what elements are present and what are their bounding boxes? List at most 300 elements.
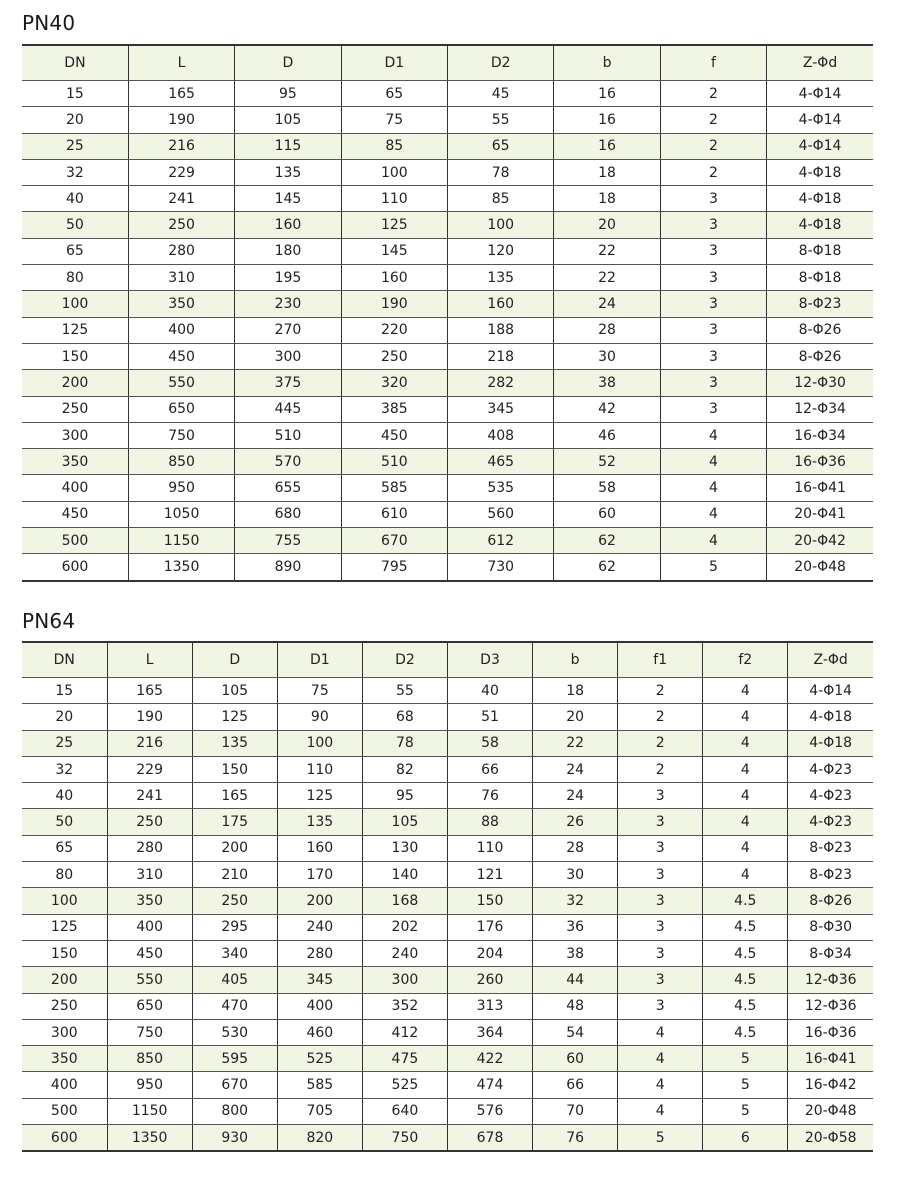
table-cell: 650 <box>128 396 234 422</box>
table-cell: 30 <box>554 343 660 369</box>
column-header: D <box>235 45 341 81</box>
table-cell: 750 <box>362 1125 447 1152</box>
table-row <box>22 554 873 581</box>
table-cell: 145 <box>235 186 341 212</box>
table-cell: 345 <box>277 967 362 993</box>
table-cell: 12-Φ30 <box>767 370 873 396</box>
table-cell: 750 <box>128 422 234 448</box>
table-cell: 5 <box>703 1072 788 1098</box>
table-cell: 135 <box>192 730 277 756</box>
table-row <box>22 501 873 527</box>
table-cell: 140 <box>362 862 447 888</box>
table-cell: 20 <box>22 704 107 730</box>
table-header-row <box>22 45 873 81</box>
table-cell: 202 <box>362 914 447 940</box>
column-header: f <box>660 45 766 81</box>
table-cell: 408 <box>448 422 554 448</box>
table-cell: 3 <box>660 291 766 317</box>
table-cell: 340 <box>192 940 277 966</box>
table-row <box>22 888 873 914</box>
table-cell: 3 <box>618 940 703 966</box>
table-cell: 890 <box>235 554 341 581</box>
table-cell: 3 <box>660 396 766 422</box>
table-cell: 4 <box>703 704 788 730</box>
table-cell: 32 <box>533 888 618 914</box>
table-cell: 105 <box>235 107 341 133</box>
table-cell: 25 <box>22 730 107 756</box>
table-cell: 3 <box>660 370 766 396</box>
table-cell: 400 <box>22 1072 107 1098</box>
table-cell: 218 <box>448 343 554 369</box>
table-cell: 65 <box>448 133 554 159</box>
table-row <box>22 159 873 185</box>
table-cell: 180 <box>235 238 341 264</box>
table-cell: 32 <box>22 159 128 185</box>
table-cell: 250 <box>22 993 107 1019</box>
table-cell: 8-Φ26 <box>767 343 873 369</box>
table-row <box>22 212 873 238</box>
table-cell: 5 <box>660 554 766 581</box>
table-cell: 678 <box>447 1125 532 1152</box>
table-cell: 36 <box>533 914 618 940</box>
table-cell: 85 <box>341 133 447 159</box>
table-cell: 8-Φ34 <box>788 940 873 966</box>
column-header: f1 <box>618 642 703 678</box>
table-cell: 250 <box>341 343 447 369</box>
table-cell: 4 <box>618 1072 703 1098</box>
table-cell: 450 <box>128 343 234 369</box>
column-header: D2 <box>362 642 447 678</box>
table-row <box>22 704 873 730</box>
table-cell: 600 <box>22 1125 107 1152</box>
table-cell: 795 <box>341 554 447 581</box>
table-cell: 3 <box>660 238 766 264</box>
table-cell: 576 <box>447 1098 532 1124</box>
table-row <box>22 940 873 966</box>
table-cell: 176 <box>447 914 532 940</box>
table-cell: 125 <box>22 914 107 940</box>
table-cell: 105 <box>192 678 277 704</box>
table-row <box>22 1046 873 1072</box>
table-header-row <box>22 642 873 678</box>
table-cell: 250 <box>107 809 192 835</box>
table-cell: 51 <box>447 704 532 730</box>
table-cell: 76 <box>447 783 532 809</box>
table-cell: 160 <box>277 835 362 861</box>
table-cell: 16-Φ36 <box>767 449 873 475</box>
table-row <box>22 993 873 1019</box>
table-cell: 150 <box>192 756 277 782</box>
table-cell: 8-Φ30 <box>788 914 873 940</box>
table-cell: 3 <box>618 835 703 861</box>
table-cell: 115 <box>235 133 341 159</box>
table-cell: 190 <box>128 107 234 133</box>
table-cell: 22 <box>554 238 660 264</box>
table-cell: 62 <box>554 528 660 554</box>
column-header: D1 <box>277 642 362 678</box>
table-cell: 150 <box>22 343 128 369</box>
table-cell: 6 <box>703 1125 788 1152</box>
table-cell: 350 <box>107 888 192 914</box>
table-cell: 4-Φ18 <box>767 186 873 212</box>
table-cell: 160 <box>341 265 447 291</box>
table-cell: 175 <box>192 809 277 835</box>
table-cell: 50 <box>22 809 107 835</box>
table-cell: 95 <box>362 783 447 809</box>
table-cell: 100 <box>277 730 362 756</box>
table-cell: 88 <box>447 809 532 835</box>
table-cell: 32 <box>22 756 107 782</box>
table-cell: 950 <box>128 475 234 501</box>
table-cell: 20 <box>22 107 128 133</box>
table-cell: 352 <box>362 993 447 1019</box>
table-cell: 135 <box>235 159 341 185</box>
column-header: DN <box>22 45 128 81</box>
table-cell: 40 <box>22 783 107 809</box>
table-cell: 3 <box>618 993 703 1019</box>
table-row <box>22 133 873 159</box>
table-cell: 200 <box>22 967 107 993</box>
table-cell: 165 <box>192 783 277 809</box>
table-cell: 3 <box>660 343 766 369</box>
table-cell: 38 <box>554 370 660 396</box>
table-cell: 16-Φ41 <box>788 1046 873 1072</box>
column-header: D2 <box>448 45 554 81</box>
table-cell: 230 <box>235 291 341 317</box>
table-cell: 16-Φ36 <box>788 1019 873 1045</box>
table-cell: 405 <box>192 967 277 993</box>
table-cell: 4-Φ18 <box>788 730 873 756</box>
table-cell: 4.5 <box>703 888 788 914</box>
table-cell: 100 <box>22 888 107 914</box>
table-cell: 8-Φ23 <box>767 291 873 317</box>
table-cell: 385 <box>341 396 447 422</box>
table-cell: 950 <box>107 1072 192 1098</box>
table-cell: 125 <box>341 212 447 238</box>
table-cell: 135 <box>448 265 554 291</box>
table-cell: 3 <box>618 914 703 940</box>
table-cell: 450 <box>107 940 192 966</box>
table-cell: 78 <box>362 730 447 756</box>
table-cell: 105 <box>362 809 447 835</box>
table-cell: 2 <box>660 159 766 185</box>
table-cell: 500 <box>22 528 128 554</box>
table-row <box>22 809 873 835</box>
table-cell: 400 <box>277 993 362 1019</box>
table-cell: 22 <box>554 265 660 291</box>
table-cell: 50 <box>22 212 128 238</box>
table-cell: 45 <box>448 81 554 107</box>
table-cell: 350 <box>22 449 128 475</box>
table-cell: 800 <box>192 1098 277 1124</box>
table-cell: 5 <box>618 1125 703 1152</box>
table-cell: 8-Φ18 <box>767 265 873 291</box>
table-cell: 78 <box>448 159 554 185</box>
table-cell: 62 <box>554 554 660 581</box>
table-cell: 670 <box>192 1072 277 1098</box>
table-cell: 125 <box>22 317 128 343</box>
table-cell: 2 <box>618 678 703 704</box>
table-cell: 525 <box>362 1072 447 1098</box>
table-cell: 80 <box>22 862 107 888</box>
table-cell: 550 <box>128 370 234 396</box>
table-cell: 15 <box>22 678 107 704</box>
table-cell: 16 <box>554 81 660 107</box>
table-cell: 66 <box>533 1072 618 1098</box>
table-cell: 170 <box>277 862 362 888</box>
table-cell: 250 <box>22 396 128 422</box>
table-cell: 54 <box>533 1019 618 1045</box>
table-cell: 4-Φ14 <box>767 133 873 159</box>
table-cell: 295 <box>192 914 277 940</box>
table-cell: 300 <box>362 967 447 993</box>
table-cell: 25 <box>22 133 128 159</box>
table-cell: 705 <box>277 1098 362 1124</box>
table-cell: 216 <box>107 730 192 756</box>
table-cell: 4 <box>618 1046 703 1072</box>
table-cell: 445 <box>235 396 341 422</box>
table-cell: 2 <box>618 704 703 730</box>
table-cell: 460 <box>277 1019 362 1045</box>
table-cell: 60 <box>533 1046 618 1072</box>
table-row <box>22 291 873 317</box>
table-cell: 229 <box>107 756 192 782</box>
table-cell: 4.5 <box>703 914 788 940</box>
table-cell: 20-Φ58 <box>788 1125 873 1152</box>
table-row <box>22 370 873 396</box>
table-cell: 80 <box>22 265 128 291</box>
table-cell: 195 <box>235 265 341 291</box>
table-cell: 82 <box>362 756 447 782</box>
table-cell: 42 <box>554 396 660 422</box>
table-cell: 4-Φ18 <box>788 704 873 730</box>
table-cell: 4-Φ18 <box>767 159 873 185</box>
table-row <box>22 107 873 133</box>
table-cell: 400 <box>107 914 192 940</box>
table-cell: 465 <box>448 449 554 475</box>
table-cell: 85 <box>448 186 554 212</box>
table-cell: 300 <box>22 1019 107 1045</box>
column-header: b <box>554 45 660 81</box>
table-cell: 8-Φ23 <box>788 862 873 888</box>
table-cell: 110 <box>447 835 532 861</box>
table-cell: 585 <box>277 1072 362 1098</box>
table-cell: 820 <box>277 1125 362 1152</box>
table-cell: 510 <box>341 449 447 475</box>
table-cell: 4.5 <box>703 940 788 966</box>
table-cell: 20 <box>533 704 618 730</box>
table-cell: 210 <box>192 862 277 888</box>
table-row <box>22 1098 873 1124</box>
table-cell: 3 <box>660 265 766 291</box>
table-cell: 160 <box>235 212 341 238</box>
table-cell: 125 <box>192 704 277 730</box>
table-cell: 121 <box>447 862 532 888</box>
table-cell: 530 <box>192 1019 277 1045</box>
table-row <box>22 967 873 993</box>
pn64-title: PN64 <box>22 609 76 633</box>
table-cell: 65 <box>22 835 107 861</box>
table-cell: 375 <box>235 370 341 396</box>
column-header: f2 <box>703 642 788 678</box>
table-cell: 20-Φ48 <box>788 1098 873 1124</box>
table-cell: 100 <box>22 291 128 317</box>
table-cell: 46 <box>554 422 660 448</box>
table-row <box>22 756 873 782</box>
table-cell: 5 <box>703 1046 788 1072</box>
table-row <box>22 914 873 940</box>
column-header: D3 <box>447 642 532 678</box>
table-cell: 1050 <box>128 501 234 527</box>
table-cell: 168 <box>362 888 447 914</box>
table-cell: 1150 <box>107 1098 192 1124</box>
table-cell: 241 <box>128 186 234 212</box>
table-cell: 612 <box>448 528 554 554</box>
table-cell: 204 <box>447 940 532 966</box>
table-cell: 3 <box>618 809 703 835</box>
table-cell: 160 <box>448 291 554 317</box>
table-row <box>22 678 873 704</box>
table-cell: 68 <box>362 704 447 730</box>
table-cell: 1350 <box>107 1125 192 1152</box>
table-row <box>22 186 873 212</box>
table-cell: 5 <box>703 1098 788 1124</box>
table-cell: 4 <box>703 678 788 704</box>
table-cell: 670 <box>341 528 447 554</box>
table-cell: 300 <box>22 422 128 448</box>
table-cell: 58 <box>447 730 532 756</box>
table-cell: 18 <box>554 186 660 212</box>
table-cell: 4 <box>660 501 766 527</box>
table-cell: 190 <box>341 291 447 317</box>
table-row <box>22 1125 873 1152</box>
table-cell: 400 <box>128 317 234 343</box>
table-cell: 100 <box>448 212 554 238</box>
table-cell: 24 <box>554 291 660 317</box>
table-cell: 200 <box>192 835 277 861</box>
table-cell: 48 <box>533 993 618 1019</box>
table-cell: 70 <box>533 1098 618 1124</box>
table-cell: 52 <box>554 449 660 475</box>
table-cell: 44 <box>533 967 618 993</box>
table-cell: 16 <box>554 133 660 159</box>
pn64-table <box>22 641 873 1152</box>
table-cell: 130 <box>362 835 447 861</box>
table-cell: 585 <box>341 475 447 501</box>
table-row <box>22 396 873 422</box>
table-row <box>22 265 873 291</box>
table-cell: 3 <box>660 186 766 212</box>
table-cell: 364 <box>447 1019 532 1045</box>
table-cell: 560 <box>448 501 554 527</box>
table-cell: 20-Φ42 <box>767 528 873 554</box>
table-cell: 280 <box>277 940 362 966</box>
table-cell: 650 <box>107 993 192 1019</box>
table-cell: 40 <box>22 186 128 212</box>
table-cell: 2 <box>660 133 766 159</box>
column-header: Z-Φd <box>788 642 873 678</box>
table-cell: 280 <box>107 835 192 861</box>
pn40-table <box>22 44 873 582</box>
table-cell: 240 <box>277 914 362 940</box>
table-cell: 165 <box>128 81 234 107</box>
table-cell: 66 <box>447 756 532 782</box>
table-cell: 8-Φ26 <box>767 317 873 343</box>
table-cell: 570 <box>235 449 341 475</box>
table-cell: 280 <box>128 238 234 264</box>
table-cell: 345 <box>448 396 554 422</box>
table-cell: 2 <box>660 81 766 107</box>
table-cell: 20-Φ48 <box>767 554 873 581</box>
table-cell: 2 <box>618 730 703 756</box>
table-cell: 600 <box>22 554 128 581</box>
table-cell: 100 <box>341 159 447 185</box>
table-cell: 4.5 <box>703 993 788 1019</box>
table-cell: 1350 <box>128 554 234 581</box>
table-cell: 4 <box>703 783 788 809</box>
table-cell: 220 <box>341 317 447 343</box>
column-header: L <box>107 642 192 678</box>
table-cell: 165 <box>107 678 192 704</box>
table-cell: 550 <box>107 967 192 993</box>
table-cell: 90 <box>277 704 362 730</box>
table-row <box>22 1072 873 1098</box>
table-cell: 58 <box>554 475 660 501</box>
table-cell: 8-Φ18 <box>767 238 873 264</box>
table-cell: 500 <box>22 1098 107 1124</box>
table-row <box>22 449 873 475</box>
table-cell: 216 <box>128 133 234 159</box>
table-cell: 640 <box>362 1098 447 1124</box>
table-cell: 150 <box>22 940 107 966</box>
table-cell: 16 <box>554 107 660 133</box>
table-cell: 470 <box>192 993 277 1019</box>
table-cell: 655 <box>235 475 341 501</box>
column-header: Z-Φd <box>767 45 873 81</box>
table-cell: 610 <box>341 501 447 527</box>
table-row <box>22 475 873 501</box>
table-cell: 24 <box>533 756 618 782</box>
table-cell: 26 <box>533 809 618 835</box>
table-cell: 16-Φ41 <box>767 475 873 501</box>
table-cell: 125 <box>277 783 362 809</box>
table-cell: 8-Φ23 <box>788 835 873 861</box>
table-cell: 450 <box>22 501 128 527</box>
table-cell: 4-Φ14 <box>788 678 873 704</box>
table-cell: 4 <box>703 756 788 782</box>
table-cell: 15 <box>22 81 128 107</box>
table-cell: 282 <box>448 370 554 396</box>
table-row <box>22 835 873 861</box>
table-cell: 320 <box>341 370 447 396</box>
table-cell: 313 <box>447 993 532 1019</box>
table-cell: 145 <box>341 238 447 264</box>
table-row <box>22 730 873 756</box>
table-cell: 1150 <box>128 528 234 554</box>
table-cell: 3 <box>618 967 703 993</box>
table-cell: 350 <box>22 1046 107 1072</box>
table-row <box>22 317 873 343</box>
table-cell: 95 <box>235 81 341 107</box>
table-cell: 4 <box>703 730 788 756</box>
table-cell: 18 <box>533 678 618 704</box>
table-cell: 38 <box>533 940 618 966</box>
table-cell: 200 <box>277 888 362 914</box>
table-cell: 4-Φ18 <box>767 212 873 238</box>
table-cell: 400 <box>22 475 128 501</box>
table-cell: 190 <box>107 704 192 730</box>
table-cell: 4 <box>618 1098 703 1124</box>
